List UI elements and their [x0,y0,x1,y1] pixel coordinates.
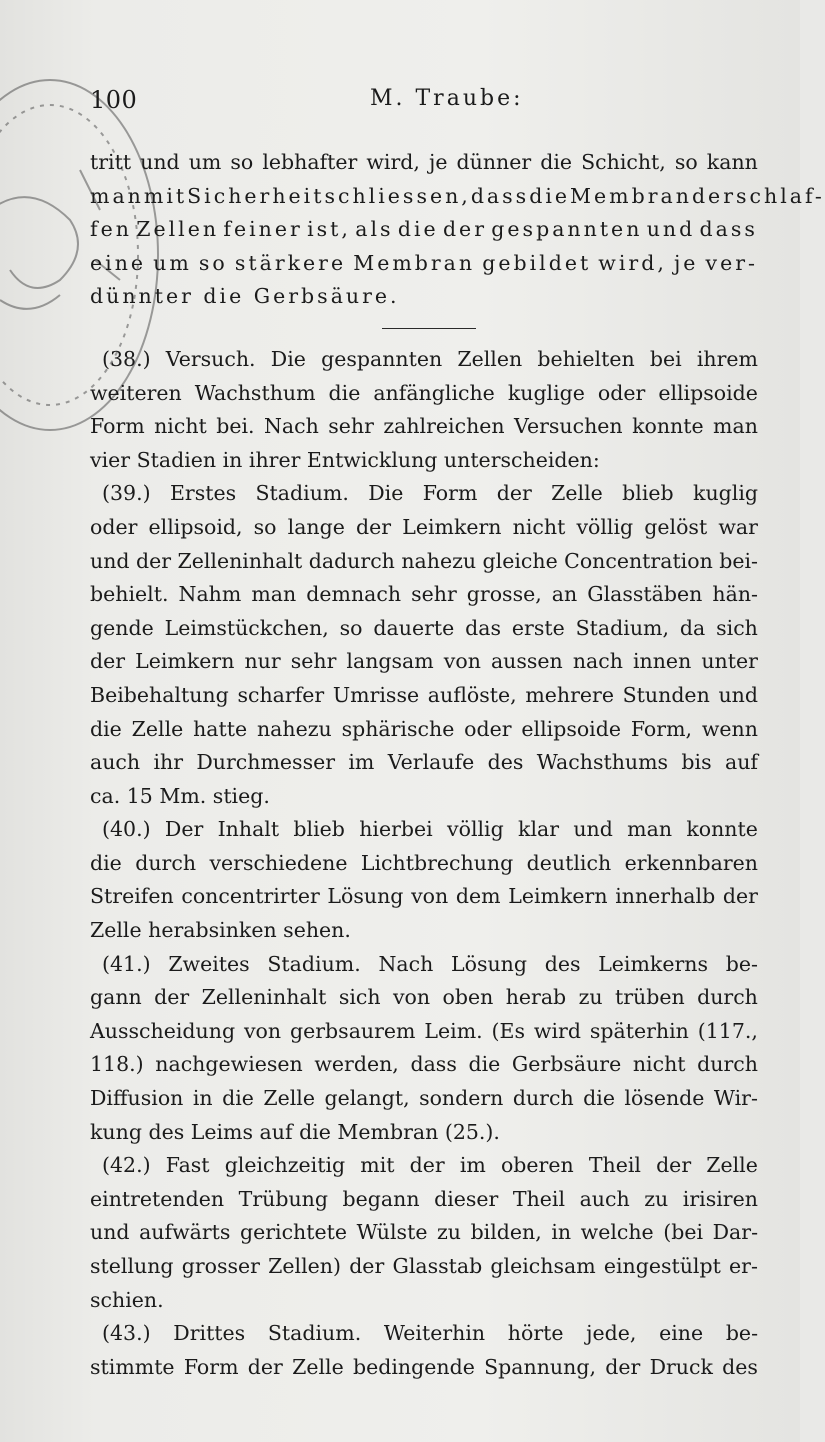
text-line: behielt. Nahm man demnach sehr grosse, an Glasstäben hän- [90,582,758,607]
text-line: der Leimkern nur sehr langsam von aussen nach innen unter [90,649,758,674]
text-line: oder ellipsoid, so lange der Leimkern nicht völlig gelöst war [90,514,758,539]
text-line: 118.) nachgewiesen werden, dass die Gerbsäure nicht durch [90,1052,758,1077]
page-header [90,86,770,120]
text-line: (38.) Versuch. Die gespannten Zellen behielten bei ihrem [102,346,758,371]
text-line: ca. 15 Mm. stieg. [90,783,270,808]
paragraph-38 [90,343,758,477]
text-line: (43.) Drittes Stadium. Weiterhin hörte jede, eine be- [102,1321,758,1346]
text-line: und der Zelleninhalt dadurch nahezu gleiche Concentration bei- [90,548,758,573]
text-line: dünnter die Gerbsäure. [90,284,400,309]
text-line: tritt und um so lebhafter wird, je dünner die Schicht, so kann [90,150,758,174]
text-line: eintretenden Trübung begann dieser Theil auch zu irisiren [90,1186,758,1211]
text-line: (41.) Zweites Stadium. Nach Lösung des Leimkerns be- [102,951,758,976]
text-line: Ausscheidung von gerbsaurem Leim. (Es wird späterhin (117., [90,1018,758,1043]
text-line: die durch verschiedene Lichtbrechung deutlich erkennbaren [90,850,758,875]
page-number: 100 [90,86,138,114]
paragraph-40 [90,813,758,947]
text-line: (42.) Fast gleichzeitig mit der im oberen Theil der Zelle [102,1153,758,1178]
section-divider [382,328,476,329]
text-line: auch ihr Durchmesser im Verlaufe des Wachsthums bis auf [90,750,758,775]
paragraph-continuation [90,146,825,314]
paragraph-41 [90,948,758,1150]
text-line: man mit Sicherheit schliessen, dass die Membran der schlaf- [90,183,825,208]
body-text [90,146,825,1384]
text-line: stimmte Form der Zelle bedingende Spannung, der Druck des [90,1354,758,1379]
text-line: eine um so stärkere Membran gebildet wird, je ver- [90,250,758,275]
text-line: Diffusion in die Zelle gelangt, sondern durch die lösende Wir- [90,1086,758,1111]
text-line: die Zelle hatte nahezu sphärische oder ellipsoide Form, wenn [90,716,758,741]
text-line: weiteren Wachsthum die anfängliche kuglige oder ellipsoide [90,380,758,405]
text-line: gende Leimstückchen, so dauerte das erste Stadium, da sich [90,615,758,640]
paragraph-42 [90,1149,758,1317]
text-line: fen Zellen feiner ist, als die der gespannten und dass [90,217,758,242]
text-line: schien. [90,1287,164,1312]
text-line: Form nicht bei. Nach sehr zahlreichen Versuchen konnte man [90,414,758,439]
text-line: Zelle herabsinken sehen. [90,918,351,943]
text-line: (40.) Der Inhalt blieb hierbei völlig klar und man konnte [102,817,758,842]
text-line: Beibehaltung scharfer Umrisse auflöste, mehrere Stunden und [90,682,758,707]
text-line: und aufwärts gerichtete Wülste zu bilden, in welche (bei Dar- [90,1220,758,1245]
text-line: gann der Zelleninhalt sich von oben herab zu trüben durch [90,985,758,1010]
text-line: stellung grosser Zellen) der Glasstab gleichsam eingestülpt er- [90,1254,758,1278]
running-head: M. Traube: [370,86,524,111]
text-line: (39.) Erstes Stadium. Die Form der Zelle blieb kuglig [102,481,758,506]
text-line: Streifen concentrirter Lösung von dem Leimkern innerhalb der [90,884,758,909]
paragraph-43 [90,1317,758,1384]
text-line: kung des Leims auf die Membran (25.). [90,1119,500,1144]
text-line: vier Stadien in ihrer Entwicklung unterscheiden: [90,447,600,472]
paragraph-39 [90,477,758,813]
